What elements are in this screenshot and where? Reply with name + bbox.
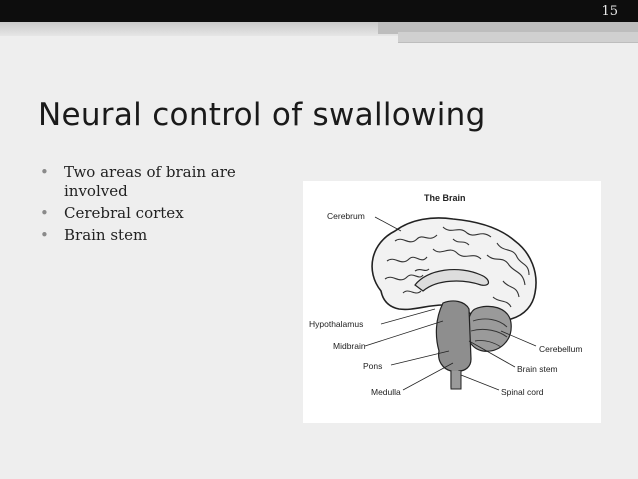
- label-hypothalamus: Hypothalamus: [309, 319, 364, 329]
- decorative-tabs: [378, 22, 638, 44]
- bullet-item: [40, 226, 260, 245]
- slide-number: 15: [601, 4, 618, 19]
- decorative-tab-lower: [398, 32, 638, 43]
- bullet-text: Two areas of brain are involved: [64, 163, 236, 200]
- bullet-list: [40, 163, 260, 248]
- bullet-item: [40, 163, 260, 201]
- diagram-title: The Brain: [424, 193, 466, 203]
- brain-diagram: [303, 181, 601, 423]
- brain-illustration: [303, 181, 601, 423]
- label-midbrain: Midbrain: [333, 341, 366, 351]
- label-medulla: Medulla: [371, 387, 401, 397]
- label-brain-stem: Brain stem: [517, 364, 558, 374]
- label-cerebrum: Cerebrum: [327, 211, 365, 221]
- bullet-text: Brain stem: [64, 226, 148, 244]
- bullet-dot-icon: •: [40, 226, 49, 244]
- label-spinal-cord: Spinal cord: [501, 387, 544, 397]
- bullet-item: [40, 204, 260, 223]
- label-cerebellum: Cerebellum: [539, 344, 583, 354]
- cerebellum-shape: [467, 306, 512, 351]
- slide-title: Neural control of swallowing: [38, 97, 486, 133]
- spinal-cord-shape: [451, 371, 461, 389]
- bullet-dot-icon: •: [40, 204, 49, 222]
- top-bar: [0, 0, 638, 22]
- label-pons: Pons: [363, 361, 383, 371]
- bullet-text: Cerebral cortex: [64, 204, 184, 222]
- bullet-dot-icon: •: [40, 163, 49, 181]
